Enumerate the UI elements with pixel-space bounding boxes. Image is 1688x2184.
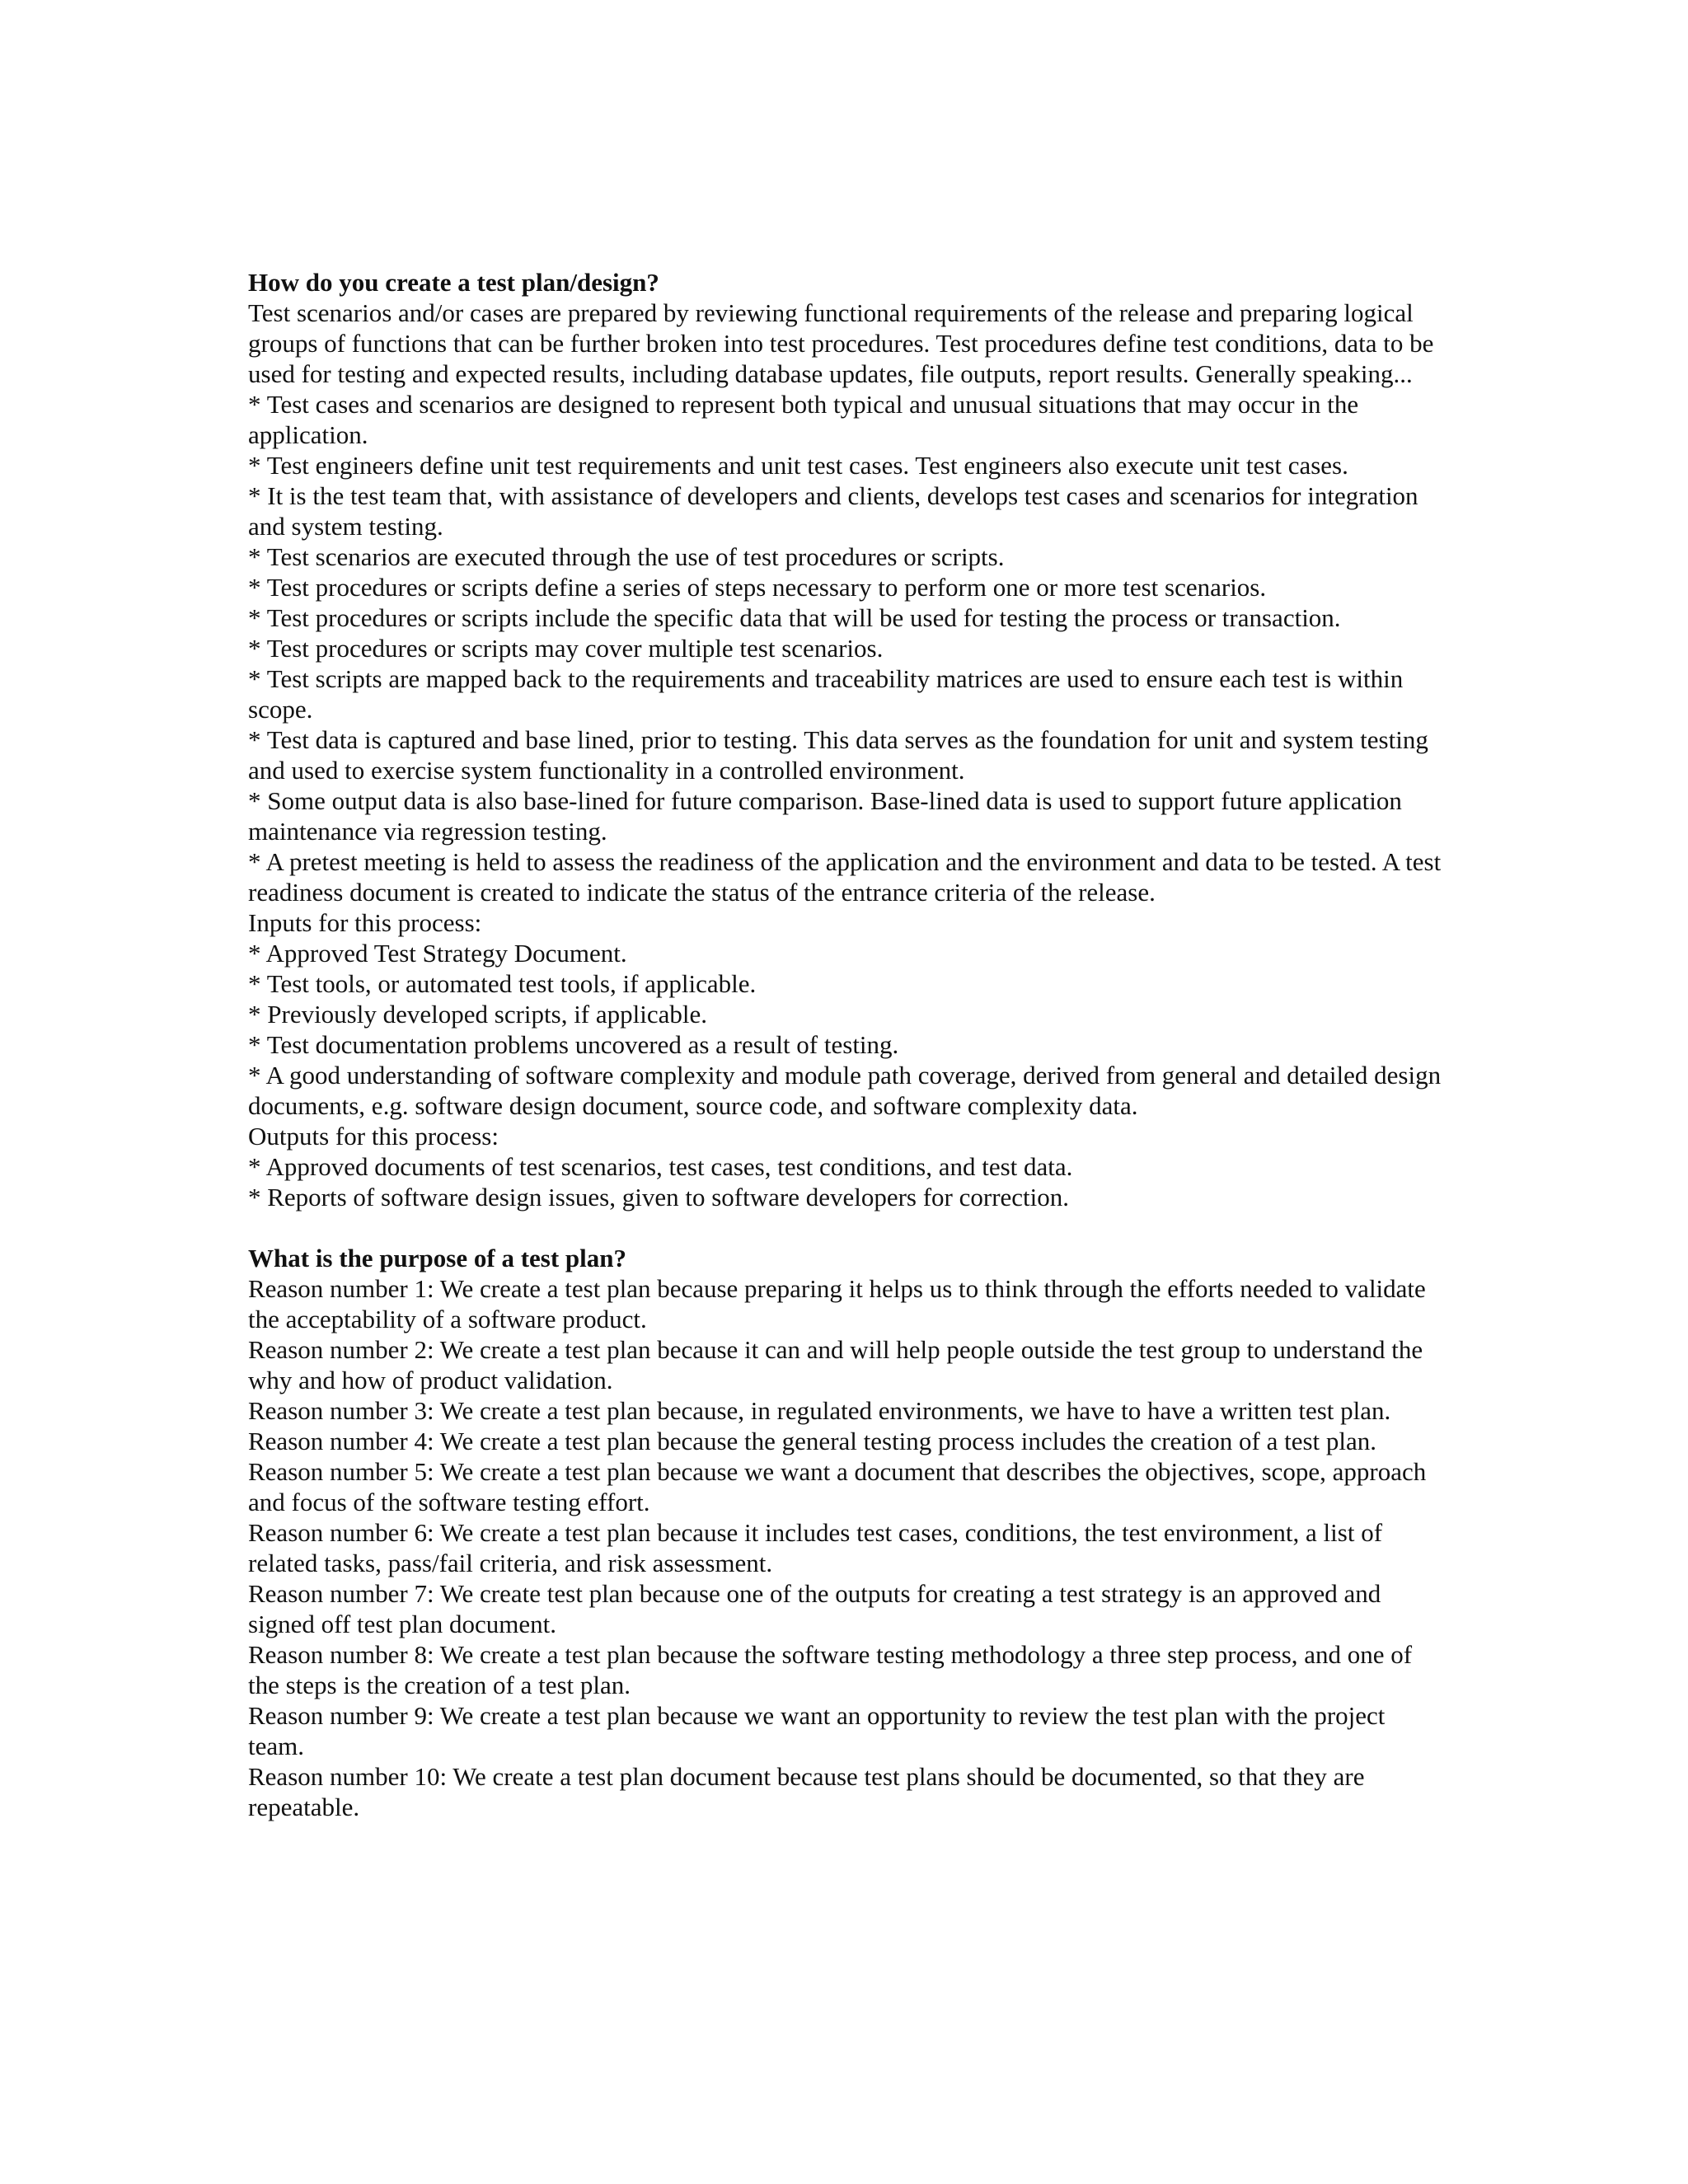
input-item: * A good understanding of software complexity and module path coverage, derived from general and detailed design documents, e.g. software design document, source code, and software complexity data. xyxy=(248,1061,1442,1120)
bullet-list xyxy=(248,389,1443,907)
bullet-item: * Some output data is also base-lined for future comparison. Base-lined data is used to support future application maintenance via regression testing. xyxy=(248,786,1402,846)
reason-item: Reason number 8: We create a test plan because the software testing methodology a three step process, and one of the steps is the creation of a test plan. xyxy=(248,1640,1413,1699)
reason-item: Reason number 7: We create test plan because one of the outputs for creating a test strategy is an approved and signed off test plan document. xyxy=(248,1579,1381,1638)
reason-item: Reason number 9: We create a test plan because we want an opportunity to review the test plan with the project team. xyxy=(248,1701,1386,1760)
reason-item: Reason number 5: We create a test plan because we want a document that describes the objectives, scope, approach and focus of the software testing effort. xyxy=(248,1457,1427,1516)
output-item: * Reports of software design issues, given to software developers for correction. xyxy=(248,1183,1070,1212)
bullet-item: * A pretest meeting is held to assess the readiness of the application and the environment and data to be tested. A test readiness document is created to indicate the status of the entrance criteria of the release. xyxy=(248,847,1442,907)
output-item: * Approved documents of test scenarios, test cases, test conditions, and test data. xyxy=(248,1152,1073,1181)
bullet-item: * Test data is captured and base lined, prior to testing. This data serves as the foundation for unit and system testing and used to exercise system functionality in a controlled environment. xyxy=(248,725,1428,785)
outputs-list xyxy=(248,1151,1443,1212)
bullet-item: * Test scenarios are executed through the use of test procedures or scripts. xyxy=(248,542,1005,571)
reason-item: Reason number 3: We create a test plan because, in regulated environments, we have to have a written test plan. xyxy=(248,1396,1391,1425)
input-item: * Test documentation problems uncovered as a result of testing. xyxy=(248,1030,899,1059)
reason-item: Reason number 2: We create a test plan because it can and will help people outside the test group to understand the why and how of product validation. xyxy=(248,1335,1423,1394)
document-page xyxy=(248,267,1443,1822)
reason-item: Reason number 6: We create a test plan because it includes test cases, conditions, the test environment, a list of related tasks, pass/fail criteria, and risk assessment. xyxy=(248,1518,1383,1577)
bullet-item: * It is the test team that, with assistance of developers and clients, develops test cases and scenarios for integration and system testing. xyxy=(248,481,1418,541)
section-heading: How do you create a test plan/design? xyxy=(248,268,659,297)
section-purpose-of-test-plan xyxy=(248,1243,1443,1822)
input-item: * Previously developed scripts, if applicable. xyxy=(248,1000,708,1029)
reason-item: Reason number 1: We create a test plan because preparing it helps us to think through the efforts needed to validate the acceptability of a software product. xyxy=(248,1274,1426,1333)
inputs-list xyxy=(248,938,1443,1121)
reason-item: Reason number 10: We create a test plan document because test plans should be documented, so that they are repeatable. xyxy=(248,1762,1365,1821)
reason-item: Reason number 4: We create a test plan because the general testing process includes the creation of a test plan. xyxy=(248,1427,1377,1455)
bullet-item: * Test procedures or scripts include the specific data that will be used for testing the process or transaction. xyxy=(248,603,1341,632)
section-heading: What is the purpose of a test plan? xyxy=(248,1244,627,1272)
input-item: * Test tools, or automated test tools, if applicable. xyxy=(248,969,757,998)
outputs-label: Outputs for this process: xyxy=(248,1122,499,1151)
section-create-test-plan xyxy=(248,267,1443,1212)
bullet-item: * Test procedures or scripts define a series of steps necessary to perform one or more test scenarios. xyxy=(248,573,1267,602)
intro-paragraph: Test scenarios and/or cases are prepared by reviewing functional requirements of the release and preparing logical groups of functions that can be further broken into test procedures. Test procedures define test conditions, data to be used for testing and expected results, including database updates, file outputs, report results. Generally speaking... xyxy=(248,298,1434,388)
reasons-list xyxy=(248,1273,1443,1822)
bullet-item: * Test scripts are mapped back to the requirements and traceability matrices are used to ensure each test is within scope. xyxy=(248,664,1404,724)
inputs-label: Inputs for this process: xyxy=(248,908,482,937)
bullet-item: * Test procedures or scripts may cover multiple test scenarios. xyxy=(248,634,884,663)
input-item: * Approved Test Strategy Document. xyxy=(248,939,627,968)
bullet-item: * Test cases and scenarios are designed to represent both typical and unusual situations that may occur in the application. xyxy=(248,390,1359,449)
bullet-item: * Test engineers define unit test requirements and unit test cases. Test engineers also execute unit test cases. xyxy=(248,451,1348,480)
